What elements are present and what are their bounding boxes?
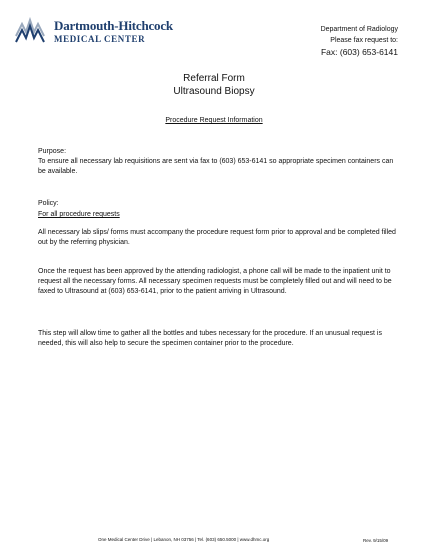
department-block bbox=[321, 24, 398, 46]
department-name: Department of Radiology bbox=[320, 26, 398, 33]
purpose-label: Purpose: bbox=[38, 148, 67, 155]
policy-paragraph-2: Once the request has been approved by the attending radiologist, a phone call will be made to the inpatient unit to request all the necessary forms. All necessary specimen requests must be completely filled out and will need to be faxed to Ultrasound at (603) 653-6141, prior to the patient arriving in Ultrasound. bbox=[38, 268, 392, 295]
logo-mark-icon bbox=[14, 14, 50, 50]
form-title: Referral Form bbox=[183, 73, 245, 84]
fax-number: Fax: (603) 653-6141 bbox=[320, 47, 398, 57]
policy-sublabel: For all procedure requests bbox=[38, 211, 120, 218]
footer-address: One Medical Center Drive | Lebanon, NH 03756 | Tel. (603) 650.5000 | www.dhmc.org bbox=[98, 537, 270, 542]
logo bbox=[14, 14, 204, 50]
revision-date: Rev. 9/15/09 bbox=[363, 538, 389, 543]
fax-request-label: Please fax request to: bbox=[330, 37, 398, 44]
purpose-text: To ensure all necessary lab requisitions are sent via fax to (603) 653-6141 so appropriate specimen containers can be available. bbox=[38, 158, 394, 175]
policy-paragraph-3: This step will allow time to gather all the bottles and tubes necessary for the procedure. If an unusual request is needed, this will also help to secure the specimen container prior to the procedure. bbox=[38, 330, 382, 347]
policy-paragraph-1: All necessary lab slips/ forms must accompany the procedure request form prior to approval and be completed filled out by the referring physician. bbox=[38, 229, 396, 246]
logo-subtitle: MEDICAL CENTER bbox=[54, 34, 146, 44]
section-heading: Procedure Request Information bbox=[165, 117, 263, 124]
form-subtitle: Ultrasound Biopsy bbox=[173, 86, 255, 97]
policy-label: Policy: bbox=[38, 200, 59, 207]
logo-name: Dartmouth-Hitchcock bbox=[54, 18, 173, 33]
